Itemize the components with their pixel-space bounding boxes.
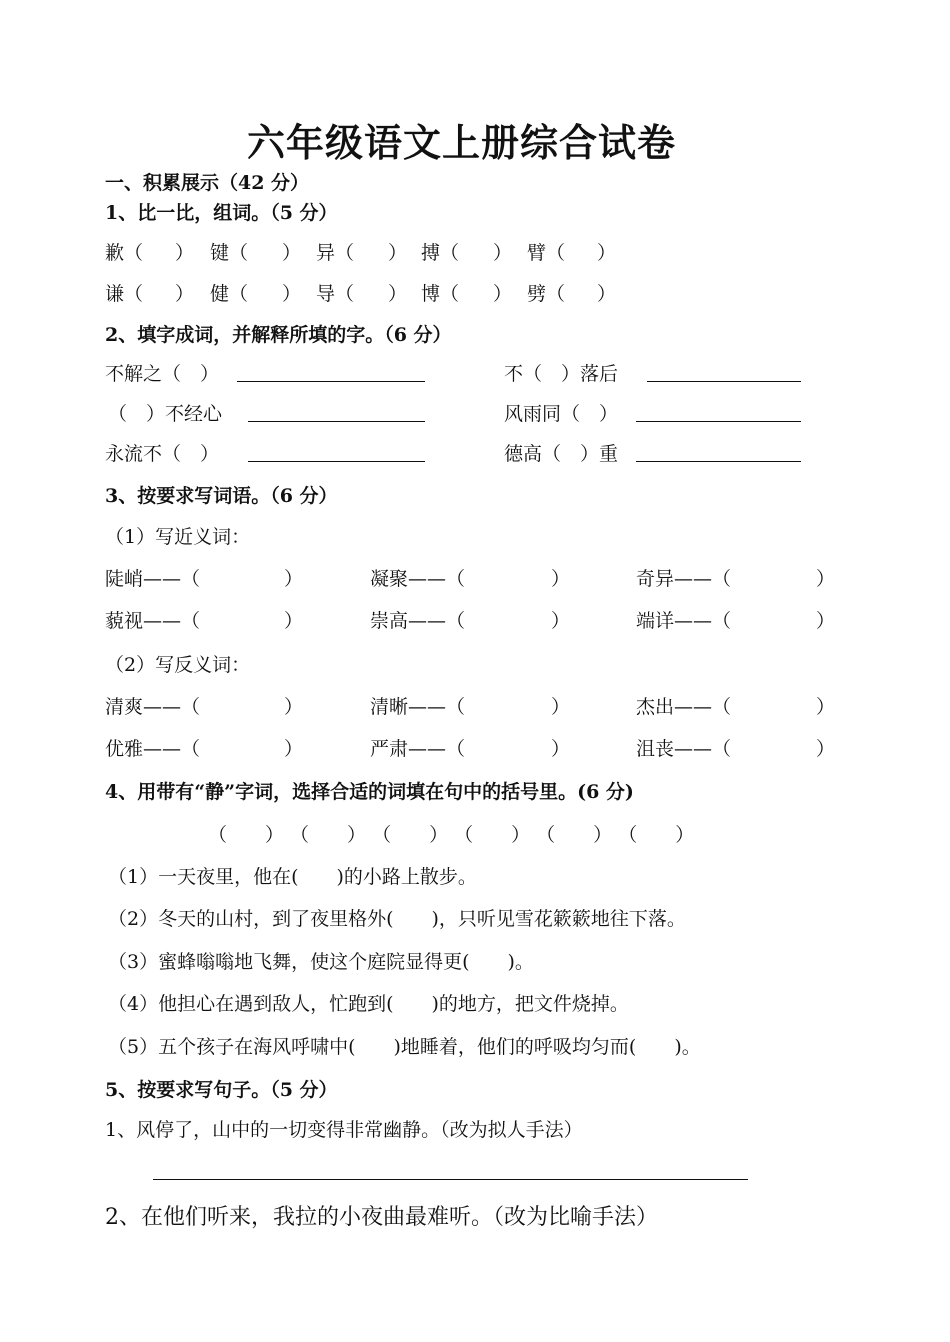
q3-bracket: ） — [551, 610, 571, 632]
q1-bracket: ） — [388, 283, 408, 305]
q1-bracket: ） — [282, 242, 302, 264]
q2-item: 风雨同（ ） — [504, 403, 619, 425]
q3-item: 优雅——（ — [105, 738, 201, 760]
q4-sentence: （5）五个孩子在海风呼啸中( )地睡着，他们的呼吸均匀而( )。 — [108, 1036, 701, 1058]
answer-line[interactable] — [647, 381, 801, 382]
q2-item: 永流不（ ） — [105, 443, 220, 465]
q3-bracket: ） — [816, 568, 836, 590]
q3-bracket: ） — [816, 696, 836, 718]
q4-heading: 4、用带有“静”字词，选择合适的词填在句中的括号里。(6 分) — [105, 781, 634, 803]
q2-item: 不（ ）落后 — [504, 363, 619, 385]
q1-bracket: ） — [388, 242, 408, 264]
q2-item: 德高（ ）重 — [504, 443, 619, 465]
answer-line[interactable] — [248, 461, 425, 462]
q1-bracket: ） — [493, 283, 513, 305]
q3-bracket: ） — [284, 568, 304, 590]
answer-line[interactable] — [248, 421, 425, 422]
answer-line[interactable] — [237, 381, 425, 382]
q1-item: 劈（ — [527, 283, 566, 305]
q3-item: 清晰——（ — [370, 696, 466, 718]
q3-item: 藐视——（ — [105, 610, 201, 632]
q3-item: 端详——（ — [636, 610, 732, 632]
q3-item: 凝聚——（ — [370, 568, 466, 590]
q4-sentence: （1）一天夜里，他在( )的小路上散步。 — [108, 866, 477, 888]
answer-line[interactable] — [636, 421, 801, 422]
q3-sub-antonyms: （2）写反义词： — [105, 654, 251, 676]
q1-item: 健（ — [210, 283, 249, 305]
q3-sub-synonyms: （1）写近义词： — [105, 526, 251, 548]
q4-sentence: （3）蜜蜂嗡嗡地飞舞，使这个庭院显得更( )。 — [108, 951, 534, 973]
q3-bracket: ） — [816, 610, 836, 632]
q4-sentence: （4）他担心在遇到敌人，忙跑到( )的地方，把文件烧掉。 — [108, 993, 629, 1015]
q3-bracket: ） — [551, 568, 571, 590]
q3-item: 严肃——（ — [370, 738, 466, 760]
q1-bracket: ） — [282, 283, 302, 305]
q3-item: 清爽——（ — [105, 696, 201, 718]
q1-bracket: ） — [175, 242, 195, 264]
q1-item: 博（ — [421, 283, 460, 305]
q3-bracket: ） — [551, 696, 571, 718]
q1-item: 键（ — [210, 242, 249, 264]
q3-item: 奇异——（ — [636, 568, 732, 590]
q5-sentence: 2、在他们听来，我拉的小夜曲最难听。（改为比喻手法） — [105, 1205, 658, 1230]
q1-item: 谦（ — [105, 283, 144, 305]
q1-item: 搏（ — [421, 242, 460, 264]
part-heading: 一、积累展示（42 分） — [105, 172, 310, 194]
q3-bracket: ） — [284, 696, 304, 718]
q5-heading: 5、按要求写句子。（5 分） — [105, 1079, 338, 1101]
answer-line[interactable] — [636, 461, 801, 462]
q3-bracket: ） — [284, 610, 304, 632]
q3-bracket: ） — [816, 738, 836, 760]
q3-bracket: ） — [551, 738, 571, 760]
q3-item: 杰出——（ — [636, 696, 732, 718]
q3-bracket: ） — [284, 738, 304, 760]
q4-word-blanks: （ ） （ ） （ ） （ ） （ ） （ ） — [208, 824, 695, 846]
q3-item: 沮丧——（ — [636, 738, 732, 760]
q1-item: 歉（ — [105, 242, 144, 264]
page-title: 六年级语文上册综合试卷 — [247, 120, 677, 165]
q1-bracket: ） — [175, 283, 195, 305]
q1-bracket: ） — [493, 242, 513, 264]
q2-heading: 2、填字成词，并解释所填的字。（6 分） — [105, 324, 452, 346]
q5-sentence: 1、风停了，山中的一切变得非常幽静。（改为拟人手法） — [105, 1119, 583, 1141]
q1-bracket: ） — [597, 283, 617, 305]
q2-item: （ ）不经心 — [108, 403, 223, 425]
q4-sentence: （2）冬天的山村，到了夜里格外( )，只听见雪花簌簌地往下落。 — [108, 908, 686, 930]
q3-item: 陡峭——（ — [105, 568, 201, 590]
q1-item: 导（ — [316, 283, 355, 305]
q3-item: 崇高——（ — [370, 610, 466, 632]
q1-item: 臂（ — [527, 242, 566, 264]
q1-heading: 1、比一比，组词。（5 分） — [105, 202, 338, 224]
q1-item: 异（ — [316, 242, 355, 264]
q2-item: 不解之（ ） — [105, 363, 220, 385]
q3-heading: 3、按要求写词语。（6 分） — [105, 485, 338, 507]
answer-line[interactable] — [153, 1179, 748, 1180]
q1-bracket: ） — [597, 242, 617, 264]
